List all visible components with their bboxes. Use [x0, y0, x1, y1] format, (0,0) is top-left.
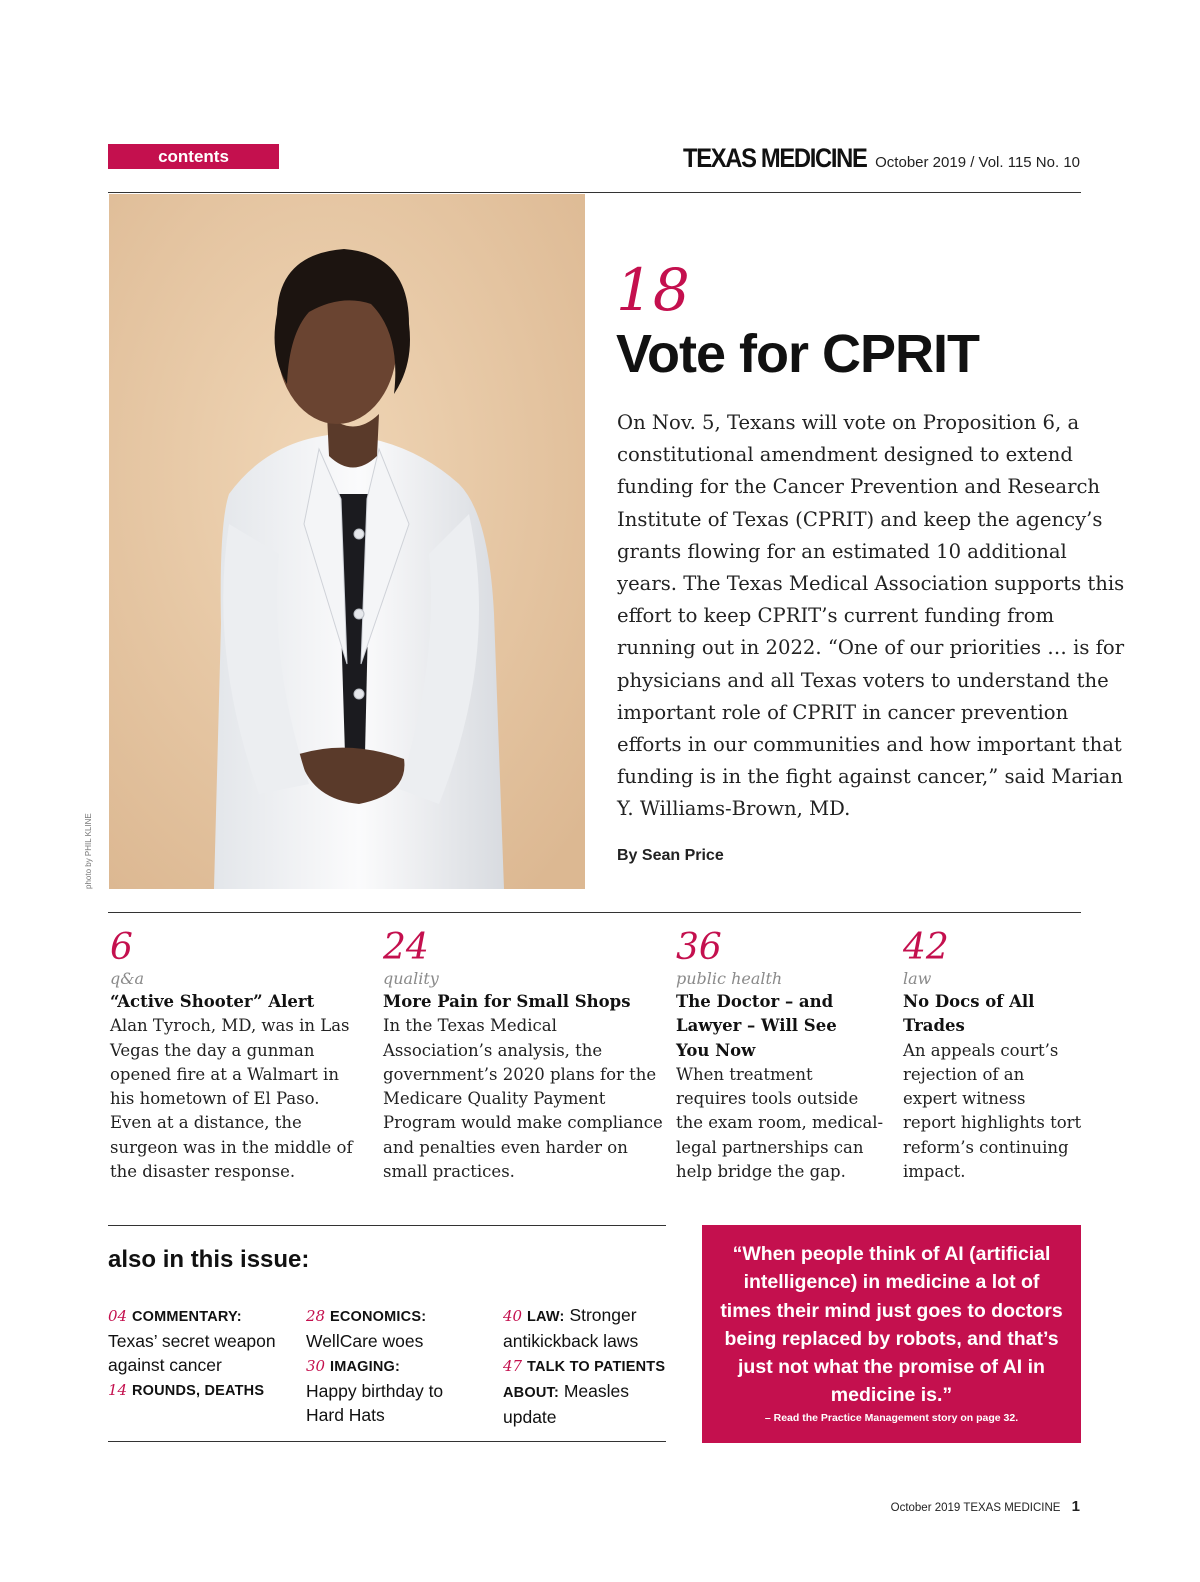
story-section: public health: [676, 969, 783, 988]
also-item-page: 40: [503, 1307, 523, 1325]
also-item[interactable]: [306, 1303, 491, 1353]
also-title: also in this issue:: [108, 1246, 310, 1273]
also-item-text: Measles update: [503, 1381, 630, 1427]
story-36[interactable]: [676, 928, 888, 1184]
also-item-text: WellCare woes: [306, 1331, 424, 1351]
pull-quote-text: “When people think of AI (artificial intelligence) in medicine a lot of times their mind just goes to doctors being replaced by robots, and that’s just not what the promise of AI in medicine is.”: [720, 1243, 1063, 1407]
also-item[interactable]: [108, 1377, 293, 1403]
story-42[interactable]: [903, 928, 1083, 1184]
story-title: No Docs of All Trades: [903, 992, 1035, 1036]
issue-info: October 2019 / Vol. 115 No. 10: [875, 154, 1080, 171]
footer-issue: October 2019: [890, 1502, 961, 1514]
also-item-label: TALK TO PATIENTS ABOUT:: [503, 1359, 666, 1401]
pull-quote-source[interactable]: – Read the Practice Management story on page 32.: [764, 1411, 1019, 1424]
story-title: More Pain for Small Shops: [383, 992, 631, 1011]
also-item[interactable]: [306, 1353, 491, 1427]
feature-page-number: 18: [616, 256, 690, 324]
story-description: Alan Tyroch, MD, was in Las Vegas the day a gunman opened fire at a Walmart in his hometown of El Paso. Even at a distance, the surgeon was in the middle of the disaster response.: [110, 1016, 353, 1182]
also-column-3: [503, 1303, 668, 1429]
story-section: law: [903, 969, 932, 988]
also-item-page: 47: [503, 1357, 523, 1375]
footer-magazine: TEXAS MEDICINE: [963, 1502, 1061, 1514]
story-title: The Doctor – and Lawyer – Will See You Now: [676, 992, 837, 1060]
doctor-portrait-image: [109, 194, 585, 889]
story-section: quality: [383, 969, 439, 988]
story-page-number: 6: [110, 927, 133, 968]
also-column-1: [108, 1303, 293, 1403]
also-item-page: 30: [306, 1357, 326, 1375]
footer-page-number: 1: [1071, 1498, 1080, 1515]
story-24[interactable]: [383, 928, 665, 1184]
pull-quote-box: [702, 1225, 1081, 1443]
masthead: [658, 143, 1080, 174]
also-item-text: Stronger antikickback laws: [503, 1305, 639, 1351]
story-title: “Active Shooter” Alert: [110, 992, 315, 1011]
photo-credit: photo by PHIL KLINE: [84, 813, 93, 889]
also-item-label: LAW:: [526, 1309, 565, 1325]
story-description: In the Texas Medical Association’s analysis, the government’s 2020 plans for the Medicare Quality Payment Program would make compliance and penalties even harder on small practices.: [383, 1016, 663, 1182]
also-item-page: 04: [108, 1307, 128, 1325]
feature-body: On Nov. 5, Texans will vote on Proposition 6, a constitutional amendment designed to extend funding for the Cancer Prevention and Research Institute of Texas (CPRIT) and keep the agency’s grants flowing for an estimated 10 additional years. The Texas Medical Association supports this effort to keep CPRIT’s current funding from running out in 2022. “One of our priorities … is for physicians and all Texas voters to understand the important role of CPRIT in cancer prevention efforts in our communities and how important that funding is in the fight against cancer,” said Marian Y. Williams-Brown, MD.: [617, 411, 1125, 821]
stories-rule: [108, 912, 1081, 913]
magazine-name: TEXAS MEDICINE: [682, 143, 867, 173]
also-bottom-rule: [108, 1441, 666, 1442]
also-item-text: Happy birthday to Hard Hats: [306, 1381, 444, 1425]
also-item-page: 14: [108, 1381, 128, 1399]
also-item-label: COMMENTARY:: [131, 1309, 242, 1325]
feature-title: Vote for CPRIT: [616, 324, 979, 384]
also-item-page: 28: [306, 1307, 326, 1325]
also-item[interactable]: [108, 1303, 293, 1377]
feature-byline: By Sean Price: [617, 847, 724, 864]
page-footer: [891, 1498, 1080, 1515]
also-item-text: Texas’ secret weapon against cancer: [108, 1331, 276, 1375]
also-top-rule: [108, 1225, 666, 1226]
also-item-label: IMAGING:: [329, 1359, 401, 1375]
section-tab: contents: [108, 144, 279, 169]
also-item-label: ROUNDS, DEATHS: [131, 1383, 265, 1399]
also-column-2: [306, 1303, 491, 1427]
also-item-label: ECONOMICS:: [329, 1309, 427, 1325]
story-page-number: 24: [383, 927, 429, 968]
story-description: When treatment requires tools outside the exam room, medical-legal partnerships can help bridge the gap.: [676, 1064, 884, 1182]
story-section: q&a: [110, 969, 145, 988]
feature-photo: [109, 194, 585, 889]
story-description: An appeals court’s rejection of an expert witness report highlights tort reform’s continuing impact.: [903, 1040, 1082, 1182]
also-item[interactable]: [503, 1353, 668, 1429]
story-page-number: 36: [676, 927, 722, 968]
header-rule: [108, 192, 1081, 193]
also-item[interactable]: [503, 1303, 668, 1353]
story-page-number: 42: [903, 927, 949, 968]
story-6[interactable]: [110, 928, 360, 1184]
